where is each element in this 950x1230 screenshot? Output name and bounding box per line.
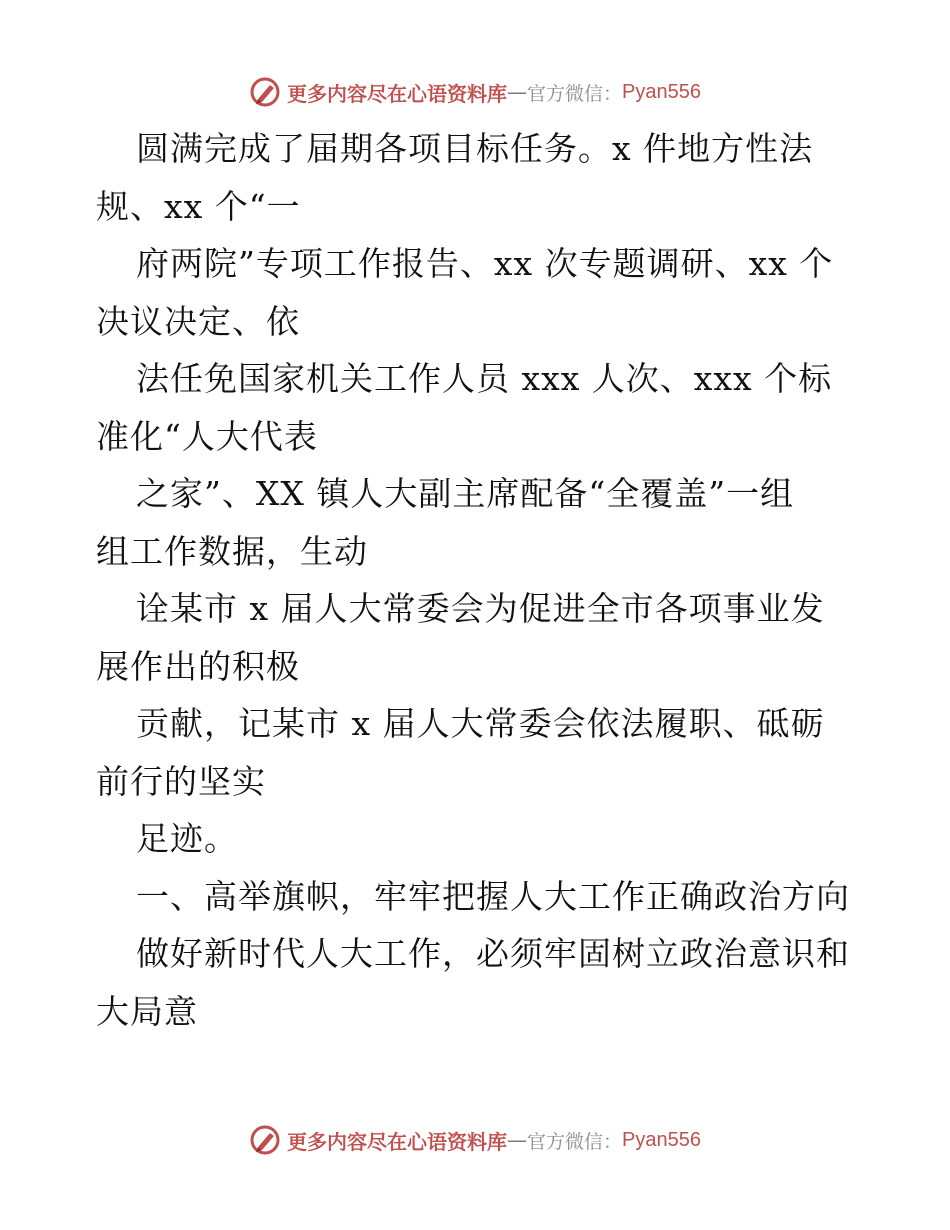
watermark-title: 更多内容尽在心语资料库 [287, 81, 507, 106]
section-heading: 一、高举旗帜，牢牢把握人大工作正确政治方向 [136, 876, 850, 916]
footer-watermark [0, 1120, 950, 1160]
body-line: 做好新时代人大工作，必须牢固树立政治意识和 [136, 934, 850, 973]
watermark-wechat-label: 官方微信： [527, 1130, 623, 1153]
body-line: 前行的坚实 [96, 761, 266, 801]
body-line: 法任免国家机关工作人员 xxx 人次、xxx 个标 [136, 359, 833, 398]
body-line: 之家”、XX 镇人大副主席配备“全覆盖”一组 [136, 474, 795, 513]
body-line: 圆满完成了届期各项目标任务。x 件地方性法 [136, 129, 814, 168]
pen-logo-icon [249, 1124, 281, 1156]
watermark-wechat-id: Pyan556 [622, 1128, 701, 1151]
body-line: 府两院”专项工作报告、xx 次专题调研、xx 个 [136, 244, 834, 283]
watermark-dash: — [507, 80, 527, 104]
body-line: 准化“人大代表 [96, 416, 318, 456]
watermark-wechat-id: Pyan556 [622, 80, 701, 103]
body-line: 大局意 [96, 991, 198, 1031]
watermark-dash: — [507, 1128, 527, 1152]
pen-logo-icon [249, 76, 281, 108]
watermark-wechat-label: 官方微信： [527, 82, 623, 105]
body-line: 规、xx 个“一 [96, 186, 301, 226]
body-line: 决议决定、依 [96, 301, 300, 341]
body-line: 展作出的积极 [96, 646, 300, 686]
body-line: 诠某市 x 届人大常委会为促进全市各项事业发 [136, 589, 825, 628]
body-line: 组工作数据，生动 [96, 531, 368, 571]
header-watermark [0, 72, 950, 112]
body-line: 足迹。 [136, 819, 238, 858]
body-line: 贡献，记某市 x 届人大常委会依法履职、砥砺 [136, 704, 825, 743]
watermark-title: 更多内容尽在心语资料库 [287, 1129, 507, 1154]
document-body [96, 120, 866, 1040]
